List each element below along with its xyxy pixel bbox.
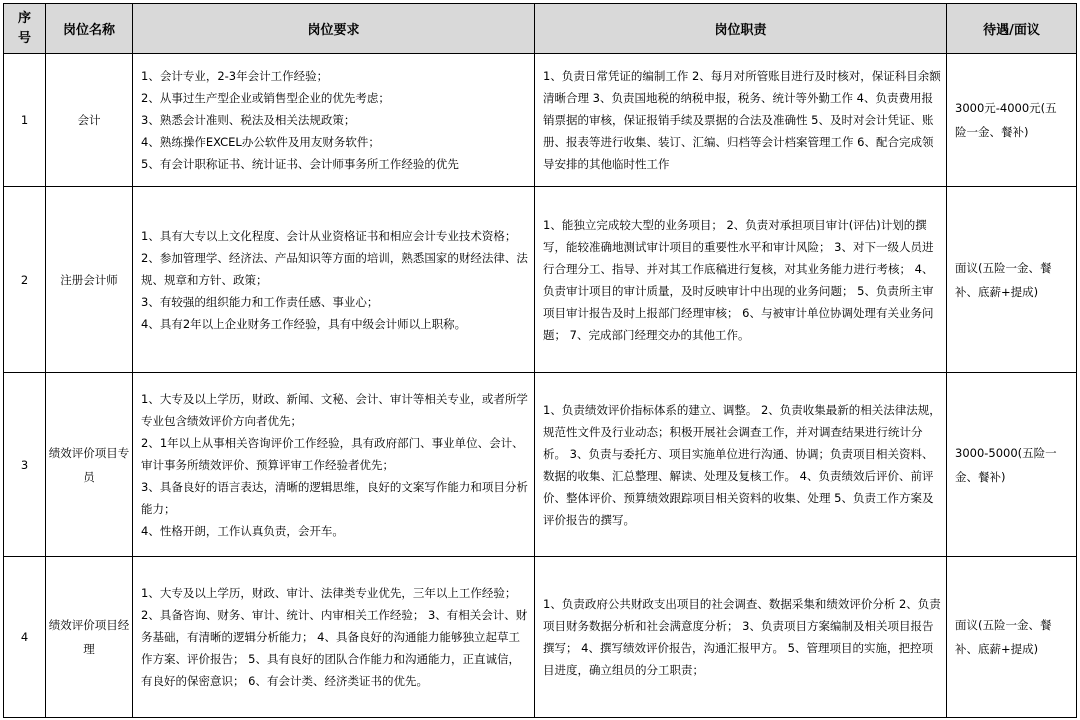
job-duties: 1、能独立完成较大型的业务项目； 2、负责对承担项目审计(评估)计划的撰写，能较准确地测试审计项目的重要性水平和审计风险； 3、对下一级人员进行合理分工、指导、并对其工作底稿进行复核，对其业务能力进行考核； 4、负责审计项目的审计质量，及时反映审计中出现的业务问题； 5、负责所主审项目审计报告及时上报部门经理审核； 6、与被审计单位协调处理有关业务问题； 7、完成部门经理交办的其他工作。 — [535, 187, 947, 373]
requirement-item: 1、大专及以上学历，财政、新闻、文秘、会计、审计等相关专业，或者所学专业包含绩效评价方向者优先； — [141, 391, 528, 428]
requirement-item: 2、从事过生产型企业或销售型企业的优先考虑； — [141, 91, 390, 105]
job-title: 会计 — [46, 54, 133, 187]
job-requirements — [133, 373, 535, 557]
requirement-item: 2、参加管理学、经济法、产品知识等方面的培训，熟悉国家的财经法律、法规、规章和方针、政策； — [141, 250, 528, 287]
table-row — [4, 54, 1077, 187]
row-number: 1 — [4, 54, 46, 187]
job-title: 注册会计师 — [46, 187, 133, 373]
header-duties: 岗位职责 — [535, 4, 947, 54]
job-pay: 面议(五险一金、餐补、底薪+提成) — [947, 187, 1077, 373]
job-requirements — [133, 187, 535, 373]
table-row — [4, 557, 1077, 718]
table-row — [4, 187, 1077, 373]
requirement-item: 2、1年以上从事相关咨询评价工作经验，具有政府部门、事业单位、会计、审计事务所绩效评价、预算评审工作经验者优先； — [141, 435, 524, 472]
row-number: 4 — [4, 557, 46, 718]
row-number: 2 — [4, 187, 46, 373]
requirement-item: 3、熟悉会计准则、税法及相关法规政策； — [141, 113, 356, 127]
job-duties: 1、负责政府公共财政支出项目的社会调查、数据采集和绩效评价分析 2、负责项目财务数据分析和社会满意度分析； 3、负责项目方案编制及相关项目报告撰写； 4、撰写绩效评价报告，沟通汇报甲方。 5、管理项目的实施，把控项目进度，确立组员的分工职责； — [535, 557, 947, 718]
requirement-item: 4、熟练操作EXCEL办公软件及用友财务软件； — [141, 135, 380, 149]
requirement-item: 1、具有大专以上文化程度、会计从业资格证书和相应会计专业技术资格； — [141, 228, 517, 243]
job-table — [3, 3, 1077, 718]
job-title: 绩效评价项目经理 — [46, 557, 133, 718]
job-title: 绩效评价项目专员 — [46, 373, 133, 557]
header-name: 岗位名称 — [46, 4, 133, 54]
job-pay: 3000-5000(五险一金、餐补) — [947, 373, 1077, 557]
row-number: 3 — [4, 373, 46, 557]
table-header-row — [4, 4, 1077, 54]
header-requirements: 岗位要求 — [133, 4, 535, 54]
requirement-item: 1、会计专业，2-3年会计工作经验； — [141, 69, 329, 83]
table-row — [4, 373, 1077, 557]
job-pay: 3000元-4000元(五险一金、餐补) — [947, 54, 1077, 187]
requirement-item: 4、具有2年以上企业财务工作经验，具有中级会计师以上职称。 — [141, 316, 467, 331]
requirement-item: 1、大专及以上学历，财政、审计、法律类专业优先，三年以上工作经验； 2、具备咨询、财务、审计、统计、内审相关工作经验； 3、有相关会计、财务基础，有清晰的逻辑分析能力； 4、具备良好的沟通能力能够独立起草工作方案、评价报告； 5、具有良好的团队合作能力和沟通能力，正直诚信，有良好的保密意识； 6、有会计类、经济类证书的优先。 — [141, 586, 528, 688]
requirement-item: 5、有会计职称证书、统计证书、会计师事务所工作经验的优先 — [141, 157, 459, 171]
header-pay: 待遇/面议 — [947, 4, 1077, 54]
job-pay: 面议(五险一金、餐补、底薪+提成) — [947, 557, 1077, 718]
requirement-item: 4、性格开朗，工作认真负责，会开车。 — [141, 523, 344, 538]
job-duties: 1、负责绩效评价指标体系的建立、调整。 2、负责收集最新的相关法律法规，规范性文件及行业动态；积极开展社会调查工作，并对调查结果进行统计分析。 3、负责与委托方、项目实施单位进行沟通、协调；负责项目相关资料、数据的收集、汇总整理、解读、处理及复核工作。 4、负责绩效后评价、前评价、整体评价、预算绩效跟踪项目相关资料的收集、处理 5、负责工作方案及评价报告的撰写。 — [535, 373, 947, 557]
job-requirements — [133, 557, 535, 718]
job-table-document — [3, 3, 1076, 716]
requirement-item: 3、具备良好的语言表达，清晰的逻辑思维，良好的文案写作能力和项目分析能力； — [141, 479, 528, 516]
job-duties: 1、负责日常凭证的编制工作 2、每月对所管账目进行及时核对，保证科目余额清晰合理 3、负责国地税的纳税申报，税务、统计等外勤工作 4、负责费用报销票据的审核，保证报销手续及票据的合法及准确性 5、及时对会计凭证、账册、报表等进行收集、装订、汇编、归档等会计档案管理工作 6、配合完成领导安排的其他临时性工作 — [535, 54, 947, 187]
header-no: 序号 — [4, 4, 46, 54]
requirement-item: 3、有较强的组织能力和工作责任感、事业心； — [141, 294, 379, 309]
job-requirements — [133, 54, 535, 187]
